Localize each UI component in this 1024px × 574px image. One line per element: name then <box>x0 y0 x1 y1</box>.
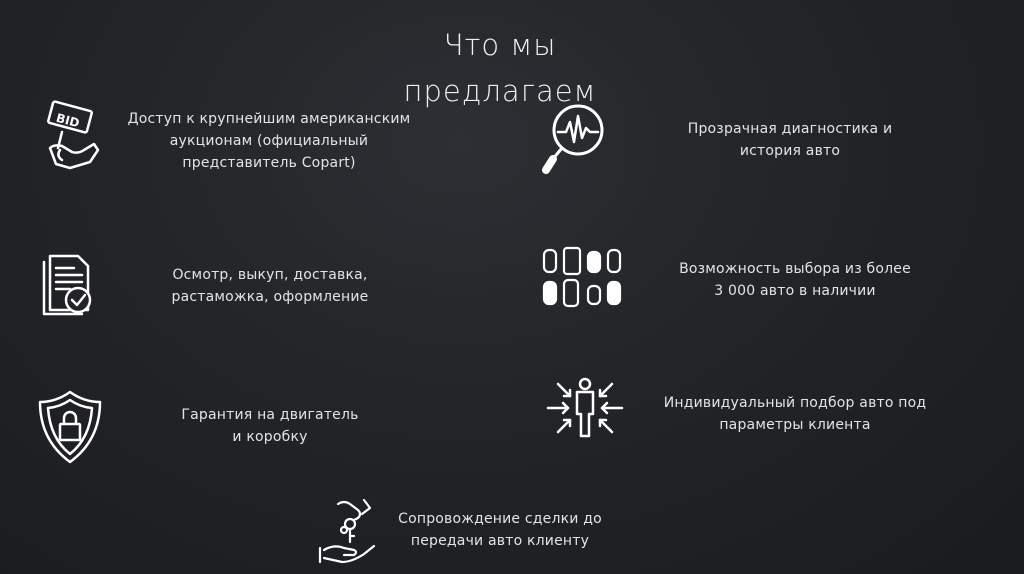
item-fleet-text: Возможность выбора из более 3 000 авто в наличии <box>679 261 911 299</box>
car-fleet-icon <box>540 244 626 312</box>
item-documents-text: Осмотр, выкуп, доставка, растаможка, оформление <box>171 267 369 305</box>
item-support-text: Сопровождение сделки до передачи авто клиенту <box>398 511 602 549</box>
item-auction-text: Доступ к крупнейшим американским аукционам (официальный представитель Copart) <box>127 111 411 171</box>
item-diagnostics-text: Прозрачная диагностика и история авто <box>687 121 893 159</box>
documents-check-icon <box>36 250 96 316</box>
person-focus-icon <box>544 376 626 440</box>
title-line-1: Что мы <box>443 28 557 62</box>
hand-keys-icon <box>318 496 382 566</box>
diagnostics-magnifier-icon <box>538 102 608 178</box>
item-selection-text: Индивидуальный подбор авто под параметры клиента <box>663 395 927 433</box>
auction-bid-icon <box>40 100 104 180</box>
title-line-2: предлагаем <box>403 74 597 108</box>
item-warranty-text: Гарантия на двигатель и коробку <box>181 407 359 445</box>
page-title <box>350 22 650 114</box>
svg-text:BID: BID <box>54 110 81 131</box>
shield-lock-icon <box>36 388 104 466</box>
